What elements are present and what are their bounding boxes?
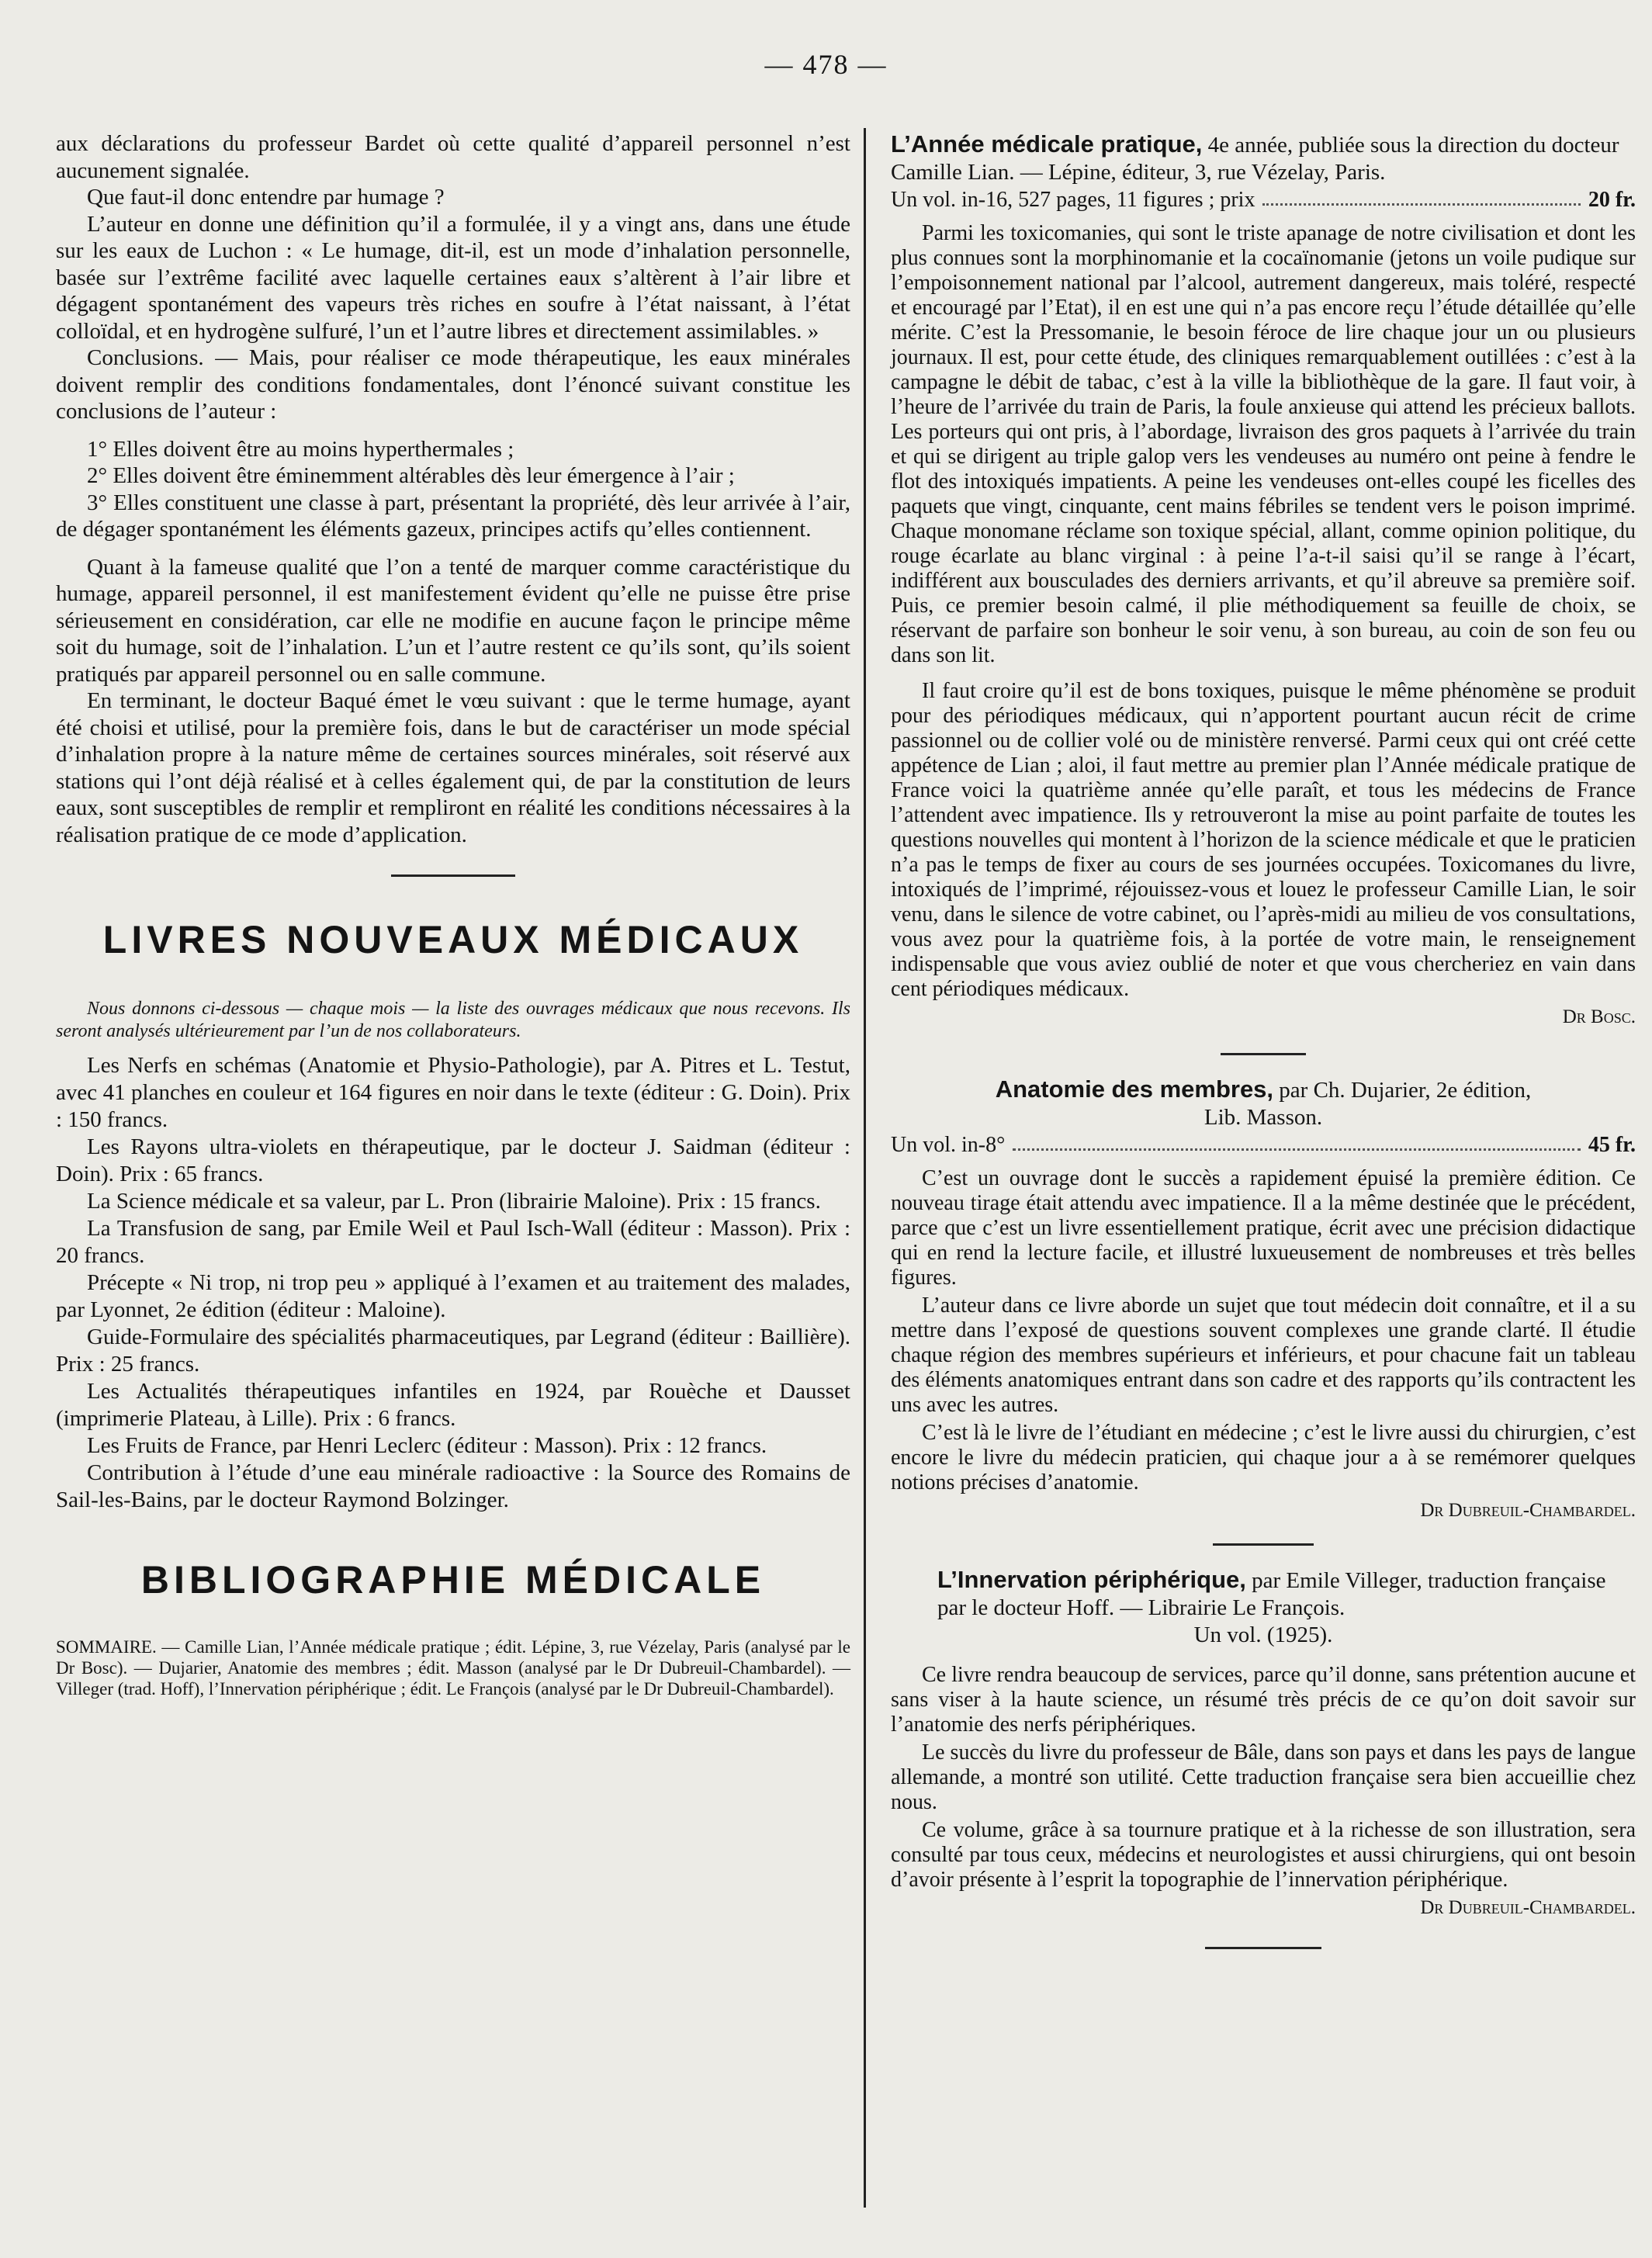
livres-section-title: LIVRES NOUVEAUX MÉDICAUX bbox=[102, 918, 804, 961]
price-value: 20 fr. bbox=[1588, 188, 1636, 212]
review-header bbox=[891, 1075, 1636, 1104]
review-head-rest: par Ch. Dujarier, 2e édition, bbox=[1273, 1078, 1532, 1103]
price-value: 45 fr. bbox=[1588, 1133, 1636, 1157]
book-entry: Les Fruits de France, par Henri Leclerc (éditeur : Masson). Prix : 12 francs. bbox=[87, 1433, 767, 1458]
review-paragraph: C’est un ouvrage dont le succès a rapidement épuisé la première édition. Ce nouveau tirage était attendu avec impatience. Il a la même destinée que le précédent, parce que c’est un livre essentiellement pratique, écrit avec une précision didactique qui en rend la lecture facile, et illustré luxueusement de nombreuses et très belles figures. bbox=[891, 1166, 1636, 1290]
conclusion-item: 2° Elles doivent être éminemment altérables dès leur émergence à l’air ; bbox=[87, 463, 735, 488]
review-header bbox=[891, 130, 1636, 186]
review-paragraph: Ce livre rendra beaucoup de services, parce qu’il donne, sans prétention aucune et sans viser à la haute science, un résumé très précis de ce qu’on doit savoir sur l’anatomie des nerfs périphériques. bbox=[891, 1663, 1636, 1737]
book-entry: La Transfusion de sang, par Emile Weil et Paul Isch-Wall (éditeur : Masson). Prix : 20 francs. bbox=[56, 1216, 850, 1268]
conclusion-item: 1° Elles doivent être au moins hyperthermales ; bbox=[87, 436, 514, 462]
price-leader bbox=[1013, 1131, 1581, 1151]
price-label: Un vol. in-16, 527 pages, 11 figures ; prix bbox=[891, 188, 1255, 212]
page-number: — 478 — bbox=[764, 49, 888, 80]
review-title: Anatomie des membres, bbox=[995, 1075, 1274, 1103]
left-column bbox=[56, 130, 850, 1699]
review-publisher: Lib. Masson. bbox=[1204, 1105, 1323, 1130]
review-separator bbox=[1221, 1053, 1306, 1055]
review-paragraph: Le succès du livre du professeur de Bâle, dans son pays et dans les pays de langue allemande, a montré son utilité. Cette traduction française sera bien accueillie chez nous. bbox=[891, 1740, 1636, 1814]
review-separator bbox=[1205, 1947, 1321, 1949]
intro-paragraph: aux déclarations du professeur Bardet où cette qualité d’appareil personnel n’est aucunement signalée. bbox=[56, 131, 850, 183]
book-entry: Précepte « Ni trop, ni trop peu » appliqué à l’examen et au traitement des malades, par Lyonnet, 2e édition (éditeur : Maloine). bbox=[56, 1270, 850, 1322]
price-line bbox=[891, 186, 1636, 213]
book-entry: Les Rayons ultra-violets en thérapeutique, par le docteur J. Saidman (éditeur : Doin). Prix : 65 francs. bbox=[56, 1134, 850, 1186]
book-entry: Les Nerfs en schémas (Anatomie et Physio-Pathologie), par A. Pitres et L. Testut, avec 41 planches en couleur et 164 figures en noir dans le texte (éditeur : G. Doin). Prix : 150 francs. bbox=[56, 1053, 850, 1132]
review-header bbox=[891, 1566, 1636, 1622]
livres-intro: Nous donnons ci-dessous — chaque mois — la liste des ouvrages médicaux que nous recevons. Ils seront analysés ultérieurement par l’un de nos collaborateurs. bbox=[56, 999, 850, 1041]
column-divider bbox=[864, 128, 866, 2208]
book-entry: Contribution à l’étude d’une eau minérale radioactive : la Source des Romains de Sail-les-Bains, par le docteur Raymond Bolzinger. bbox=[56, 1460, 850, 1512]
review-separator bbox=[1213, 1543, 1314, 1546]
sommaire: SOMMAIRE. — Camille Lian, l’Année médicale pratique ; édit. Lépine, 3, rue Vézelay, Paris (analysé par le Dr Bosc). — Dujarier, Anatomie des membres ; édit. Masson (analysé par le Dr Dubreuil-Chambardel). — Villeger (trad. Hoff), l’Innervation périphérique ; édit. Le François (analysé par le Dr Dubreuil-Chambardel). bbox=[56, 1637, 850, 1699]
intro-paragraph: Que faut-il donc entendre par humage ? bbox=[87, 185, 445, 210]
price-leader bbox=[1262, 186, 1580, 206]
review-volume: Un vol. (1925). bbox=[1193, 1623, 1333, 1647]
review-paragraph: C’est là le livre de l’étudiant en médecine ; c’est le livre aussi du chirurgien, c’est encore le livre du médecin praticien, qui chaque jour a à se remémorer quelques notions précises d’anatomie. bbox=[891, 1421, 1636, 1494]
book-entry: Les Actualités thérapeutiques infantiles en 1924, par Rouèche et Dausset (imprimerie Plateau, à Lille). Prix : 6 francs. bbox=[56, 1379, 850, 1431]
review-signature: Dr Bosc. bbox=[1562, 1006, 1636, 1027]
review-head-rest: par Emile Villeger, traduction française par le docteur Hoff. — Librairie Le François. bbox=[937, 1568, 1606, 1620]
book-entry: Guide-Formulaire des spécialités pharmaceutiques, par Legrand (éditeur : Baillière). Prix : 25 francs. bbox=[56, 1325, 850, 1377]
conclusion-item: 3° Elles constituent une classe à part, présentant la propriété, dès leur arrivée à l’air, de dégager spontanément les éléments gazeux, principes actifs qu’elles contiennent. bbox=[56, 490, 850, 542]
review-signature: Dr Dubreuil-Chambardel. bbox=[1420, 1897, 1636, 1918]
book-entry: La Science médicale et sa valeur, par L. Pron (librairie Maloine). Prix : 15 francs. bbox=[87, 1189, 821, 1214]
section-separator bbox=[391, 874, 515, 877]
closing-paragraph: En terminant, le docteur Baqué émet le vœu suivant : que le terme humage, ayant été choisi et utilisé, pour la première fois, dans le but de caractériser un mode spécial d’inhalation propre à la nature même de certaines sources minérales, soit réservé aux stations qui l’ont déjà réalisé et à celles également qui, de par la constitution de leurs eaux, sont susceptibles de remplir et rempliront en réalité les conditions nécessaires à la réalisation pratique de ce mode d’application. bbox=[56, 688, 850, 847]
biblio-section-title: BIBLIOGRAPHIE MÉDICALE bbox=[140, 1558, 766, 1602]
closing-paragraph: Quant à la fameuse qualité que l’on a tenté de marquer comme caractéristique du humage, appareil personnel, il est manifestement évident qu’elle ne puisse être prise sérieusement en considération, car elle ne modifie en aucune façon le principe même soit du humage, soit de l’inhalation. L’un et l’autre restent ce qu’ils sont, qu’ils soient pratiqués par appareil personnel ou en salle commune. bbox=[56, 554, 850, 687]
review-paragraph: Parmi les toxicomanies, qui sont le triste apanage de notre civilisation et dont les plus connues sont la morphinomanie et la cocaïnomanie (jetons un voile pudique sur l’empoisonnement national par l’alcool, autrement dangereux, mais toléré, respecté et encouragé par l’Etat), il en est une qui n’a pas encore reçu l’étude détaillée qu’elle mérite. C’est la Pressomanie, le besoin féroce de lire chaque jour un ou plusieurs journaux. Il est, pour cette étude, des cliniques remarquablement outillées : c’est à la campagne le débit de tabac, c’est à la ville la bibliothèque de la gare. Il faut voir, à l’heure de l’arrivée du train de Paris, la foule anxieuse qui attend les précieux ballots. Les porteurs qui ont pris, à l’abordage, livraison des gros paquets à l’arrivée du train et qui se dirigent au triple galop vers les vendeuses au numéro ont peine à fendre le flot des intoxiqués impatients. A peine les vendeuses ont-elles coupé les ficelles des paquets que vingt, cinquante, cent mains fébriles se tendent vers le poison imprimé. Chaque monomane réclame son toxique spécial, allant, comme opinion politique, du rouge écarlate au blanc virginal : à peine l’a-t-il saisi qu’il se range à l’écart, indifférent aux bousculades des derniers arrivants, et qu’il abreuve sa première soif. Puis, ce premier besoin calmé, il plie méthodiquement sa feuille de choix, se réservant de parfaire son bonheur le soir venu, à son bureau, au coin de son feu ou dans son lit. bbox=[891, 221, 1636, 667]
conclusions-paragraph: Conclusions. — Mais, pour réaliser ce mode thérapeutique, les eaux minérales doivent remplir des conditions fondamentales, dont l’énoncé suivant constitue les conclusions de l’auteur : bbox=[56, 345, 850, 424]
review-title: L’Année médicale pratique, bbox=[891, 130, 1203, 158]
price-label: Un vol. in-8° bbox=[891, 1133, 1006, 1157]
intro-paragraph: L’auteur en donne une définition qu’il a formulée, il y a vingt ans, dans une étude sur les eaux de Luchon : « Le humage, dit-il, est un mode d’inhalation personnelle, basée sur l’extrême facilité avec laquelle certaines eaux s’altèrent à l’air libre et dégagent spontanément des vapeurs très riches en soufre à l’état naissant, à l’état colloïdal, et en hydrogène sulfuré, l’un et l’autre libres et directement assimilables. » bbox=[56, 211, 850, 344]
review-signature: Dr Dubreuil-Chambardel. bbox=[1420, 1500, 1636, 1521]
review-paragraph: L’auteur dans ce livre aborde un sujet que tout médecin doit connaître, et il a su mettre dans l’exposé de questions souvent complexes une grande clarté. Il étudie chaque région des membres supérieurs et inférieurs, et pour chacune fait un tableau des éléments anatomiques entrant dans son cadre et des rapports qu’ils contractent les uns avec les autres. bbox=[891, 1294, 1636, 1417]
review-paragraph: Il faut croire qu’il est de bons toxiques, puisque le même phénomène se produit pour des périodiques médicaux, qui n’apportent pourtant aucun récit de crime passionnel ou de collier volé ou de ministère renversé. Parmi ceux qui ont créé cette appétence de Lian ; aloi, il faut mettre au premier plan l’Année médicale pratique de France voici la quatrième année qu’elle paraît, et tous les médecins de France l’attendent avec impatience. Ils y retrouveront la mise au point parfaite de toutes les questions nouvelles qui montent à l’horizon de la science médicale et que le praticien n’a pas le temps de fixer au cours de ses journées occupées. Toxicomanes du livre, intoxiqués de l’imprimé, réjouissez-vous et louez le professeur Camille Lian, le soir venu, dans le silence de votre cabinet, ou l’après-midi au milieu de vos consultations, vous avez pour la quatrième fois, à la portée de votre main, le renseignement indispensable que vous aviez oublié de noter et que vous chercheriez en vain dans cent périodiques médicaux. bbox=[891, 679, 1636, 1001]
review-head-rest: 4e année, publiée sous la direction du docteur Camille Lian. — Lépine, éditeur, 3, rue Vézelay, Paris. bbox=[891, 133, 1619, 185]
review-title: L’Innervation périphérique, bbox=[937, 1566, 1246, 1593]
review-paragraph: Ce volume, grâce à sa tournure pratique et à la richesse de son illustration, sera consulté par tous ceux, médecins et neurologistes et aussi chirurgiens, qui ont besoin d’avoir présente à l’esprit la topographie de l’innervation périphérique. bbox=[891, 1818, 1636, 1892]
price-line bbox=[891, 1131, 1636, 1158]
right-column bbox=[891, 130, 1636, 1966]
